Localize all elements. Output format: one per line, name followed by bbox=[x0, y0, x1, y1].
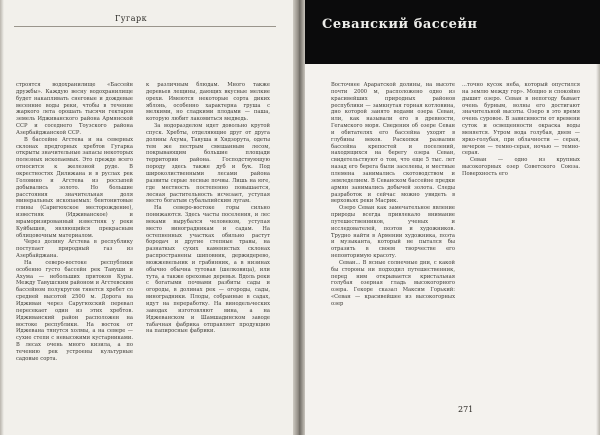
right-page-column-2 bbox=[462, 82, 580, 178]
paragraph: В бассейне Агстева и на северных склонах предгорных хребтов Гугарка открыты значительные запасы некоторых полезных ископаемых. Это прежде всего относится к железной руде. В окрестностях Дилижана и в руслах рек Головино и Агстева из россыпей добывались золото. Но большие расстояния значительная доля минеральных ископаемых: бентонитовые глины (Саригюхское месторождение), известняк (Идживанское) и мраморизированный известняк у реки Куйбышев, являющийся прекрасным облицовочным материалом. bbox=[16, 136, 133, 239]
paragraph: Через долину Агстева в республику поступает природный газ из Азербайджана. bbox=[16, 239, 133, 260]
paragraph: Восточнее Араратской долины, на высоте почти 2000 м, расположено одно из красивейших природных районов республики — замкнутая горная котловина, дно которой занято водами озера Севан, или, как называли его в древности, Гегамского моря. Сведения об озере Севан и обитателях его бассейна уходят в глубины веков. Раскопки развалин бассейна крепостей и поселений, находящихся на берегу озера Севан, свидетельствуют о том, что еще 5 тыс. лет назад его берега были заселены, и местные племена занимались скотоводством и земледелием. В Севанском бассейне предки армян занимались добычей золота. Следы разработок и сейчас можно увидеть в верховьях реки Масрик. bbox=[331, 82, 455, 205]
paragraph: На северо-востоке республики особенно густо бассейн рек Тавуши и Ахума — небольших притоков Куры. Между Тавушским районом и Агстевским бассейном полукругом тянется хребет со средней высотой 2500 м. Дорога на Идживан через Саругюхский перевал пересекает один из этих хребтов. Идживанский район расположен на востоке республики. На восток от Иджевана тянутся холмы, а на севере — сухие степи с невысокими кустарниками. В лесах очень много кизила, а по течению рек устроены культурные садовые сорта. bbox=[16, 259, 133, 362]
chapter-title-band bbox=[305, 0, 600, 64]
book-gutter bbox=[293, 0, 305, 435]
paragraph: строятся водохранилище «Бассейн дружбы». Каждую весну водохранилище будет накапливать снеговые и дождевые весенние воды реки, чтобы в течение жаркого лета орошать тысячи гектаров земель Идживанского района Армянской ССР и соседнего Тоузского района Азербайджанской ССР. bbox=[16, 82, 133, 136]
paragraph: к различным блюдам. Много также деревьев лещины, дающих вкусные мелкие орехи. Имеются некоторые сорта диких яблонь, особенно характерна груша с мелкими, но сладкими плодами — паша, которую любит лакомиться медведь. bbox=[146, 82, 270, 123]
right-page-edge bbox=[596, 0, 600, 435]
right-page-column-1 bbox=[331, 82, 455, 308]
left-page-column-1 bbox=[16, 82, 133, 363]
paragraph: За водоразделом идет довольно крутой спуск. Хребты, отделяющие друг от друга долины Ахума, Тавуша и Хндзорута, одеты тем же пестрым смешанным лесом, покрывающим большие площади территории района. Господствующую породу здесь также дуб и бук. Под широколиственными лесами района развиты серые лесные почвы. Лишь на юге, где местность постепенно повышается, лесная растительность исчезает, уступая место богатым субальпийским лугам. bbox=[146, 123, 270, 205]
running-head: Гугарк bbox=[115, 14, 148, 23]
running-head-rule bbox=[14, 26, 276, 27]
paragraph: ...точно кусок неба, который опустился на землю между гор». Мощно и спокойно дышит озеро. Севан в непогоду бывает очень бурным, волны его достигают значительной высоты. Озеро в это время очень суровое. В зависимости от времени суток и освещенности окраска воды меняется. Утром вода голубая, днем — ярко-голубая, при облачности — серая, вечером — темно-серая, ночью — темно-серая. bbox=[462, 82, 580, 157]
page-number: 271 bbox=[458, 405, 474, 414]
paragraph: Севан — одно из крупных высокогорных озер Советского Союза. Поверхность его bbox=[462, 157, 580, 177]
left-page-edge bbox=[0, 0, 4, 435]
paragraph: Севан... В ясные солнечные дни, с какой бы стороны ни подходил путешественник, перед ним открывается кристальная голубая озерная гладь высокогорного озера. Гекоре сказал Максим Горький: «Севан — красивейшее из высокогорных озер bbox=[331, 259, 455, 307]
paragraph: Озеро Севан как замечательное явление природы всегда привлекало внимание путешественников, ученых и исследователей, поэтов и художников. Трудно найти в Армении художника, поэта и музыканта, который не пытался бы отразить в своем творчестве его неповторимую красоту. bbox=[331, 205, 455, 260]
left-page-column-2 bbox=[146, 82, 270, 335]
paragraph: На северо-востоке горы сильно понижаются. Здесь часты поселения, и лес веками вырубался человеком, уступая место виноградникам и садам. На остепненных участках обильно растут бородач и другие степные травы, на разнаткых сухих каменистых склонах распространены шиповник, держидерево, можжевельник и грабинник, а в низинах обычно обычна тутовая (шелковица), или тута, а также ореховые деревья. Вдоль реки с богатыми почвами разбиты сады и огороды, в долинах рек — огороды, сады, виноградники. Плоды, собранные в садах, идут на переработку. На винодельческих заводах изготовляют вина, а на Иджеванском и Шамшадинском заводе табачная фабрика отправляет продукцию на папиросные фабрики. bbox=[146, 205, 270, 335]
chapter-title: Севанский бассейн bbox=[322, 17, 478, 32]
